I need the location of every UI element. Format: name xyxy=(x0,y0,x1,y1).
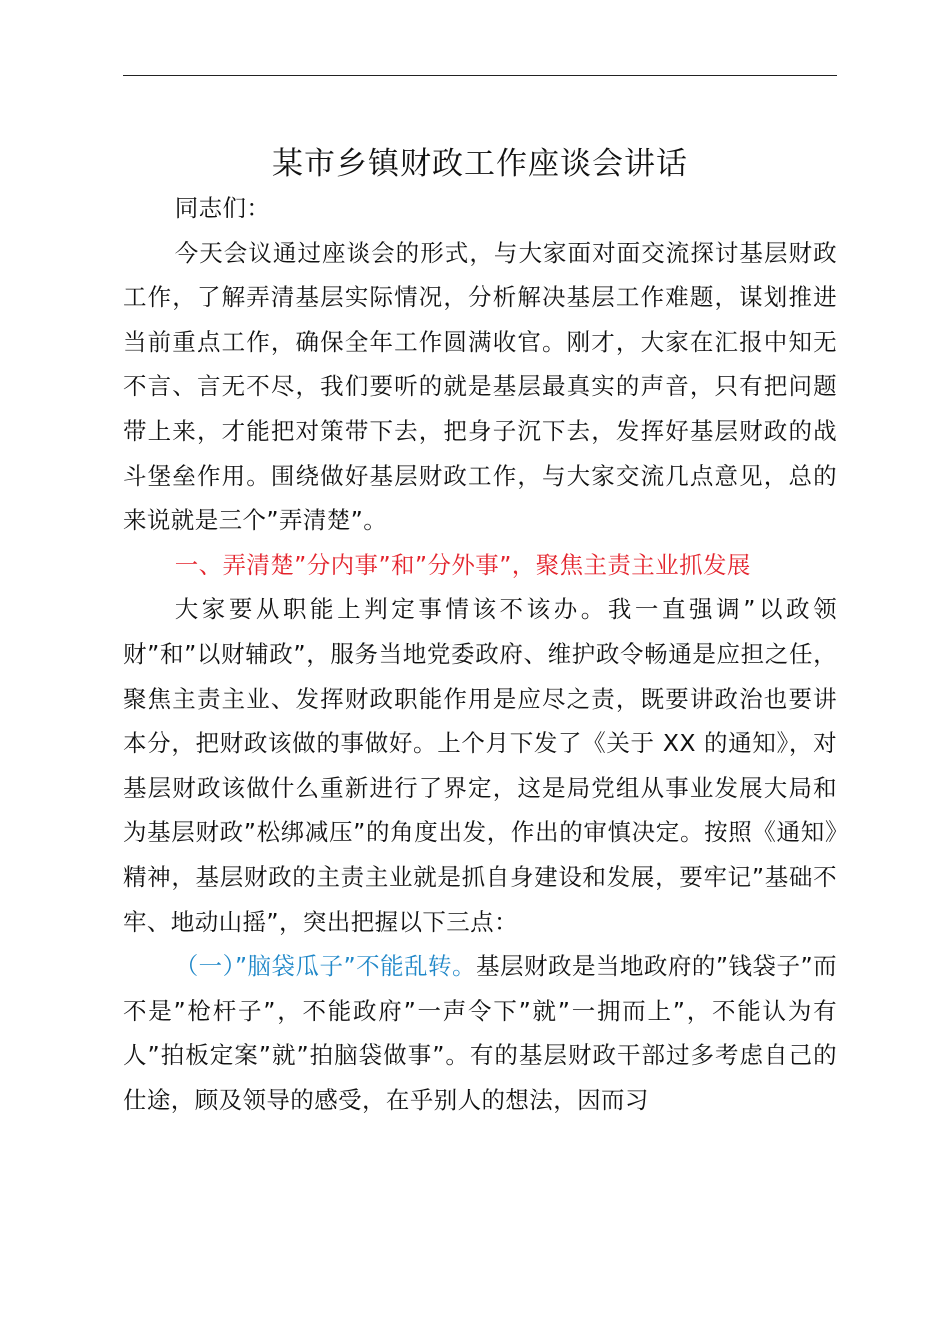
section-heading-1: 一、弄清楚”分内事”和”分外事”，聚焦主责主业抓发展 xyxy=(174,550,751,579)
subsection-heading-1: （一）”脑袋瓜子”不能乱转。 xyxy=(174,952,477,981)
document-title: 某市乡镇财政工作座谈会讲话 xyxy=(272,146,688,182)
document-body xyxy=(123,186,837,1122)
subsection-1-paragraph xyxy=(123,944,837,1122)
salutation: 同志们： xyxy=(174,194,271,222)
section-1-paragraph: 大家要从职能上判定事情该不该办。我一直强调”以政领财”和”以财辅政”，服务当地党委政府、维护政令畅通是应担之任，聚焦主责主业、发挥财政职能作用是应尽之责，既要讲政治也要讲本分，把财政该做的事做好。上个月下发了《关于 XX 的通知》，对基层财政该做什么重新进行了界定，这是局党组从事业发展大局和为基层财政”松绑减压”的角度出发，作出的审慎决定。按照《通知》精神，基层财政的主责主业就是抓自身建设和发展，要牢记”基础不牢、地动山摇”，突出把握以下三点： xyxy=(123,595,837,936)
subsection-1-text: 基层财政是当地政府的”钱袋子”而不是”枪杆子”，不能政府”一声令下”就”一拥而上”，不能认为有人”拍板定案”就”拍脑袋做事”。有的基层财政干部过多考虑自己的仕途，顾及领导的感受，在乎别人的想法，因而习 xyxy=(123,952,838,1114)
intro-paragraph: 今天会议通过座谈会的形式，与大家面对面交流探讨基层财政工作，了解弄清基层实际情况，分析解决基层工作难题，谋划推进当前重点工作，确保全年工作圆满收官。刚才，大家在汇报中知无不言、言无不尽，我们要听的就是基层最真实的声音，只有把问题带上来，才能把对策带下去，把身子沉下去，发挥好基层财政的战斗堡垒作用。围绕做好基层财政工作，与大家交流几点意见，总的来说就是三个”弄清楚”。 xyxy=(123,238,837,535)
header-rule xyxy=(123,75,837,76)
